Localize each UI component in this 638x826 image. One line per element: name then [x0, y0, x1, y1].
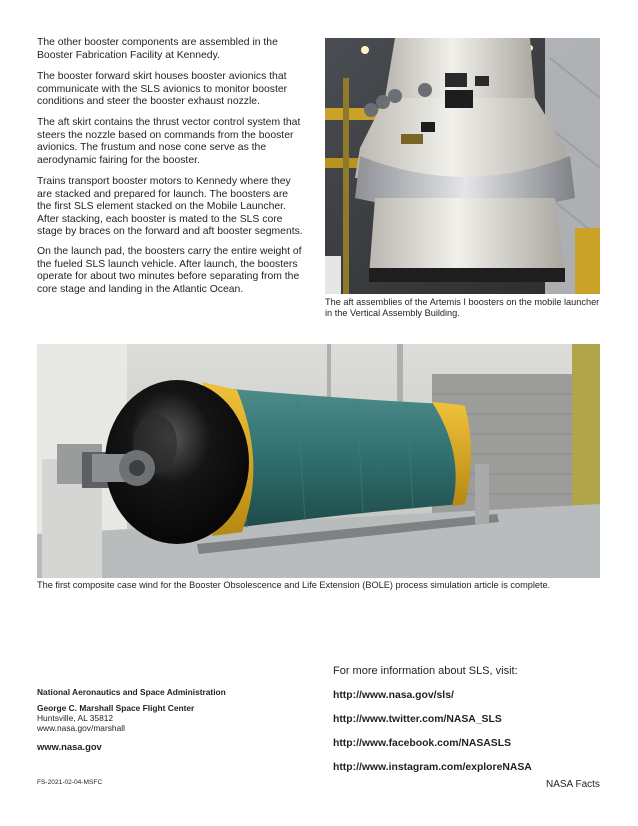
center-address: Huntsville, AL 35812 — [37, 713, 114, 723]
document-id: FS-2021-02-04-MSFC — [37, 779, 103, 786]
composite-case-photo — [37, 344, 600, 578]
aft-assembly-photo — [325, 38, 600, 294]
more-info-label: For more information about SLS, visit: — [333, 665, 518, 677]
body-paragraph-1: The other booster components are assembled in the Booster Fabrication Facility at Kennedy. — [37, 37, 278, 61]
agency-name: National Aeronautics and Space Administration — [37, 687, 226, 697]
link-instagram[interactable]: http://www.instagram.com/exploreNASA — [333, 762, 532, 773]
link-facebook[interactable]: http://www.facebook.com/NASASLS — [333, 738, 512, 749]
aft-assembly-caption: The aft assemblies of the Artemis I boosters on the mobile launcher in the Vertical Assembly Building. — [325, 297, 600, 319]
center-name: George C. Marshall Space Flight Center — [37, 703, 195, 713]
series-label: NASA Facts — [546, 779, 600, 790]
agency-url[interactable]: www.nasa.gov — [37, 741, 102, 752]
composite-case-caption: The first composite case wind for the Booster Obsolescence and Life Extension (BOLE) process simulation article is complete. — [37, 580, 551, 590]
link-twitter[interactable]: http://www.twitter.com/NASA_SLS — [333, 714, 502, 725]
center-url[interactable]: www.nasa.gov/marshall — [37, 723, 125, 733]
body-paragraph-3: The aft skirt contains the thrust vector control system that steers the nozzle based on commands from the booster avionics. The frustum and nose cone serve as the aerodynamic fairing for the booster. — [37, 117, 301, 166]
body-paragraph-4: Trains transport booster motors to Kennedy where they are stacked and prepared for launch. The boosters are the first SLS element stacked on the Mobile Launcher. After stacking, each booster is mated to the SLS core stage by braces on the forward and aft booster segments. — [37, 176, 303, 238]
body-paragraph-2: The booster forward skirt houses booster avionics that communicate with the SLS avionics to monitor booster conditions and steer the booster exhaust nozzle. — [37, 71, 288, 108]
link-sls-site[interactable]: http://www.nasa.gov/sls/ — [333, 690, 454, 701]
body-paragraph-5: On the launch pad, the boosters carry the entire weight of the fueled SLS launch vehicle. After launch, the boosters operate for about two minutes before separating from the core stage and landing in the Atlantic Ocean. — [37, 246, 302, 295]
